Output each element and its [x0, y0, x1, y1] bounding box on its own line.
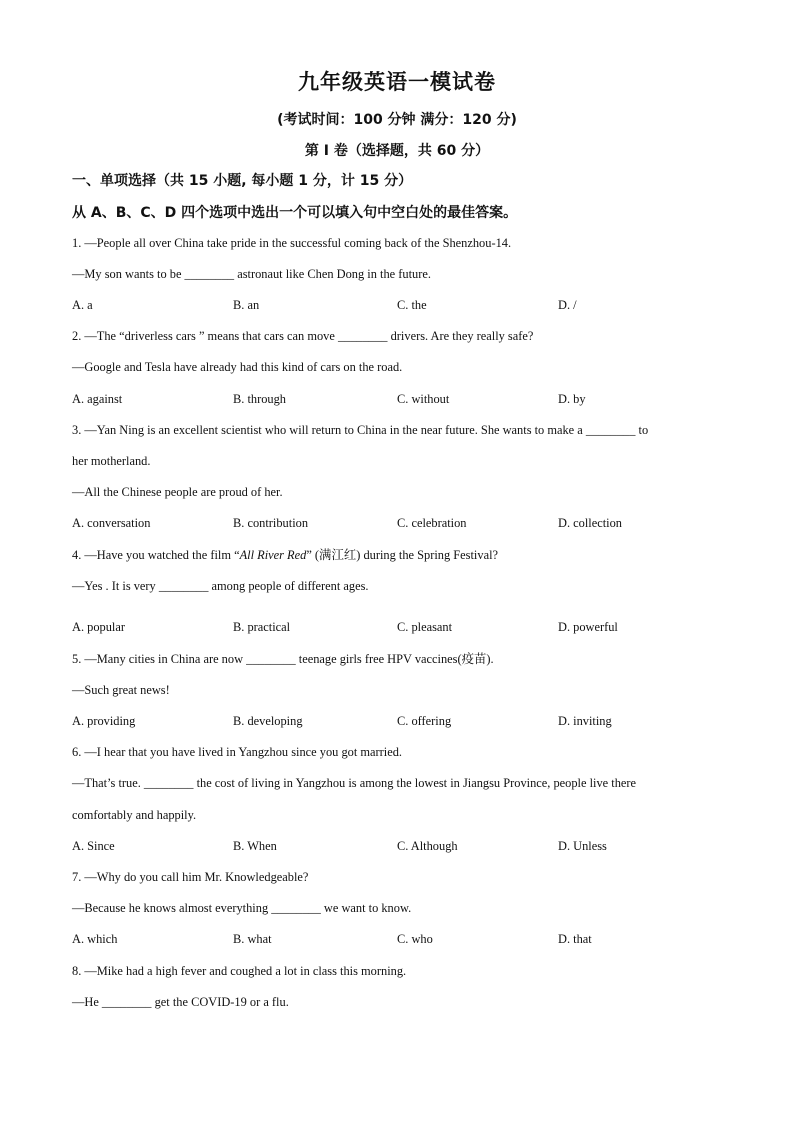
question-7-option-d: D. that	[558, 932, 592, 946]
question-2-option-d: D. by	[558, 392, 586, 406]
question-1-line-1: 1. —People all over China take pride in the successful coming back of the Shenzhou-14.	[72, 236, 512, 250]
question-2-line-1: 2. —The “driverless cars ” means that cars can move ________ drivers. Are they really safe?	[72, 329, 534, 343]
volume-heading: 第 I 卷（选择题，共 60 分）	[304, 143, 490, 159]
question-5-option-a: A. providing	[72, 714, 136, 728]
question-7-option-b: B. what	[233, 932, 272, 946]
film-title: All River Red	[239, 548, 307, 562]
page-title: 九年级英语一模试卷	[298, 70, 496, 94]
question-4-line-1-pre: 4. —Have you watched the film “	[72, 548, 240, 562]
question-7-line-1: 7. —Why do you call him Mr. Knowledgeable?	[72, 870, 309, 884]
question-6-option-d: D. Unless	[558, 839, 607, 853]
question-5-line-1: 5. —Many cities in China are now ________ teenage girls free HPV vaccines(疫苗).	[72, 652, 494, 666]
question-6-line-2: —That’s true. ________ the cost of living in Yangzhou is among the lowest in Jiangsu Province, people live there	[72, 776, 637, 790]
question-3-line-2: —All the Chinese people are proud of her.	[72, 485, 283, 499]
question-8-line-2: —He ________ get the COVID-19 or a flu.	[72, 995, 289, 1009]
question-3-option-d: D. collection	[558, 516, 622, 530]
question-3-option-c: C. celebration	[397, 516, 467, 530]
section-instruction: 从 A、B、C、D 四个选项中选出一个可以填入句中空白处的最佳答案。	[72, 205, 518, 221]
question-4-line-1-post: ” (满江红) during the Spring Festival?	[306, 548, 499, 562]
question-6-option-b: B. When	[233, 839, 277, 853]
question-4-option-b: B. practical	[233, 620, 291, 634]
exam-info: (考试时间：100 分钟 满分：120 分)	[277, 112, 517, 128]
question-3-line-1-cont: her motherland.	[72, 454, 151, 468]
question-3-option-b: B. contribution	[233, 516, 309, 530]
question-1-option-a: A. a	[72, 298, 93, 312]
question-1-option-c: C. the	[397, 298, 427, 312]
question-5-option-b: B. developing	[233, 714, 303, 728]
question-6-option-c: C. Although	[397, 839, 458, 853]
question-6-option-a: A. Since	[72, 839, 115, 853]
question-1-line-2: —My son wants to be ________ astronaut like Chen Dong in the future.	[72, 267, 431, 281]
question-2-line-2: —Google and Tesla have already had this kind of cars on the road.	[72, 360, 403, 374]
question-3-option-a: A. conversation	[72, 516, 151, 530]
question-2-option-a: A. against	[72, 392, 123, 406]
question-6-line-1: 6. —I hear that you have lived in Yangzhou since you got married.	[72, 745, 402, 759]
question-1-option-b: B. an	[233, 298, 260, 312]
question-3-line-1: 3. —Yan Ning is an excellent scientist who will return to China in the near future. She wants to make a ________ to	[72, 423, 649, 437]
question-4-line-1	[72, 547, 732, 563]
question-7-option-c: C. who	[397, 932, 433, 946]
question-5-option-c: C. offering	[397, 714, 452, 728]
question-1-option-d: D. /	[558, 298, 577, 312]
question-7-option-a: A. which	[72, 932, 118, 946]
question-4-option-a: A. popular	[72, 620, 125, 634]
question-2-option-b: B. through	[233, 392, 287, 406]
section-heading: 一、单项选择（共 15 小题, 每小题 1 分，计 15 分）	[72, 173, 413, 189]
question-4-option-d: D. powerful	[558, 620, 618, 634]
question-7-line-2: —Because he knows almost everything ________ we want to know.	[72, 901, 412, 915]
question-5-line-2: —Such great news!	[72, 683, 170, 697]
question-6-line-2-cont: comfortably and happily.	[72, 808, 197, 822]
question-4-line-2: —Yes . It is very ________ among people of different ages.	[72, 579, 369, 593]
question-4-option-c: C. pleasant	[397, 620, 453, 634]
question-2-option-c: C. without	[397, 392, 450, 406]
question-5-option-d: D. inviting	[558, 714, 612, 728]
question-8-line-1: 8. —Mike had a high fever and coughed a lot in class this morning.	[72, 964, 407, 978]
